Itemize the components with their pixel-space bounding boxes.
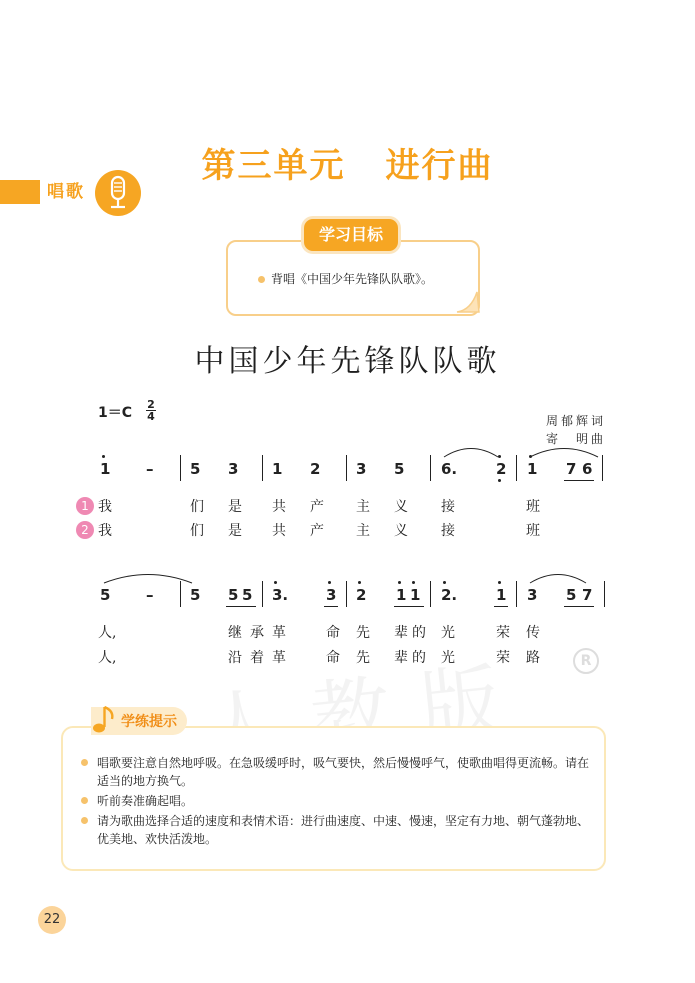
lyric: 革 (272, 625, 286, 641)
lyric: 光 (441, 650, 455, 666)
note: 2 (310, 460, 321, 478)
note: 3. (272, 586, 289, 604)
lyric: 路 (526, 650, 540, 666)
lyric: 我 (98, 523, 112, 539)
tips-list (78, 754, 590, 850)
note: 1 (272, 460, 283, 478)
section-tab-bar (0, 180, 40, 204)
tip-item (78, 812, 590, 848)
lyric: 们 (190, 499, 204, 515)
lyric: 继 (228, 625, 242, 641)
lyric: 着 (250, 650, 264, 666)
lyric: 的 (412, 650, 426, 666)
lyric: 产 (310, 523, 324, 539)
lyric: 荣 (496, 625, 510, 641)
note-dash: – (146, 586, 154, 604)
bullet-icon (81, 797, 88, 804)
lyric: 传 (526, 625, 540, 641)
note: 5 (242, 586, 253, 604)
note: 7 (582, 586, 593, 604)
lyric: 主 (356, 523, 370, 539)
lyric: 接 (441, 499, 455, 515)
unit-theme: 进行曲 (385, 146, 494, 186)
note: 6 (582, 460, 593, 478)
key-signature: 1＝C (98, 405, 133, 421)
eighth-beam (324, 606, 338, 607)
note: 3 (527, 586, 538, 604)
barline (516, 581, 517, 607)
lyric: 主 (356, 499, 370, 515)
score-line-1 (0, 458, 695, 482)
lyric: 们 (190, 523, 204, 539)
verse-number-badge: 2 (76, 521, 94, 539)
barline (430, 455, 431, 481)
eighth-beam (226, 606, 256, 607)
lyric: 革 (272, 650, 286, 666)
lyrics-verse-2-line-1 (0, 521, 695, 543)
note: 3 (326, 586, 337, 604)
lyric: 人, (98, 625, 117, 641)
goal-item (258, 270, 433, 288)
note: 6. (441, 460, 458, 478)
lyric: 辈 (394, 650, 408, 666)
lyricist-credit: 周郁辉词 (546, 414, 607, 428)
eighth-beam (564, 606, 594, 607)
tip-item (78, 754, 590, 790)
lyric: 人, (98, 650, 117, 666)
note: 5 (190, 586, 201, 604)
barline (430, 581, 431, 607)
lyric: 光 (441, 625, 455, 641)
barline (346, 581, 347, 607)
tie-curve (100, 570, 196, 584)
note: 1 (527, 460, 538, 478)
lyric: 义 (394, 523, 408, 539)
microphone-icon (95, 170, 141, 216)
composer-credit: 寄 明曲 (546, 432, 607, 446)
note: 5 (190, 460, 201, 478)
barline (262, 455, 263, 481)
note-dash: – (146, 460, 154, 478)
lyric: 共 (272, 499, 286, 515)
tip-text: 请为歌曲选择合适的速度和表情术语：进行曲速度、中速、慢速，坚定有力地、朝气蓬勃地、优美地、欢快活泼地。 (97, 814, 590, 846)
lyric: 是 (228, 499, 242, 515)
barline (516, 455, 517, 481)
lyric: 辈 (394, 625, 408, 641)
page-curl-decoration (455, 290, 481, 314)
octave-dot (398, 581, 401, 584)
lyric: 产 (310, 499, 324, 515)
note: 5 (394, 460, 405, 478)
bullet-icon (81, 759, 88, 766)
time-signature (146, 399, 156, 422)
octave-dot (274, 581, 277, 584)
lyric: 的 (412, 625, 426, 641)
lyric: 共 (272, 523, 286, 539)
barline (604, 581, 605, 607)
note: 2 (496, 460, 507, 478)
note: 5 (566, 586, 577, 604)
unit-label: 第三单元 (201, 146, 346, 186)
tips-header: 学练提示 (121, 714, 177, 730)
bullet-icon (258, 276, 265, 283)
octave-dot (328, 581, 331, 584)
verse-number-badge: 1 (76, 497, 94, 515)
lyric: 承 (250, 625, 264, 641)
tip-text: 听前奏准确起唱。 (97, 794, 194, 808)
lyric: 班 (526, 499, 540, 515)
goals-header: 学习目标 (304, 219, 398, 251)
note: 1 (496, 586, 507, 604)
music-note-icon (90, 703, 120, 737)
time-signature-bottom: 4 (147, 410, 155, 423)
note: 5 (228, 586, 239, 604)
note: 1 (410, 586, 421, 604)
tie-curve (526, 570, 590, 584)
barline (262, 581, 263, 607)
section-label: 唱歌 (47, 182, 85, 202)
barline (602, 455, 603, 481)
note: 1 (100, 460, 111, 478)
lyric: 命 (326, 650, 340, 666)
note: 5 (100, 586, 111, 604)
octave-dot (443, 581, 446, 584)
eighth-beam (494, 606, 508, 607)
note: 3 (356, 460, 367, 478)
octave-dot (412, 581, 415, 584)
octave-dot (498, 479, 501, 482)
lyric: 沿 (228, 650, 242, 666)
lyric: 我 (98, 499, 112, 515)
note: 7 (566, 460, 577, 478)
note: 3 (228, 460, 239, 478)
bullet-icon (81, 817, 88, 824)
barline (180, 455, 181, 481)
goal-item-text: 背唱《中国少年先锋队队歌》。 (271, 272, 434, 286)
lyric: 义 (394, 499, 408, 515)
lyric: 先 (356, 650, 370, 666)
lyric: 是 (228, 523, 242, 539)
tie-curve (440, 444, 502, 458)
tie-curve (526, 444, 602, 458)
registered-mark: R (573, 648, 599, 674)
note: 2. (441, 586, 458, 604)
note: 2 (356, 586, 367, 604)
lyric: 先 (356, 625, 370, 641)
lyrics-verse-1-line-1 (0, 497, 695, 519)
lyric: 命 (326, 625, 340, 641)
tip-item (78, 792, 590, 810)
song-title: 中国少年先锋队队歌 (194, 344, 501, 379)
lyrics-verse-1-line-2 (0, 623, 695, 645)
time-signature-top: 2 (147, 398, 155, 411)
octave-dot (498, 581, 501, 584)
octave-dot (102, 455, 105, 458)
lyric: 班 (526, 523, 540, 539)
barline (346, 455, 347, 481)
tip-text: 唱歌要注意自然地呼吸。在急吸缓呼时，吸气要快，然后慢慢呼气，使歌曲唱得更流畅。请在适当的地方换气。 (97, 756, 590, 788)
eighth-beam (564, 480, 594, 481)
lyric: 荣 (496, 650, 510, 666)
score-line-2 (0, 584, 695, 608)
note: 1 (396, 586, 407, 604)
octave-dot (358, 581, 361, 584)
barline (180, 581, 181, 607)
lyric: 接 (441, 523, 455, 539)
eighth-beam (394, 606, 424, 607)
page-number: 22 (38, 906, 66, 934)
